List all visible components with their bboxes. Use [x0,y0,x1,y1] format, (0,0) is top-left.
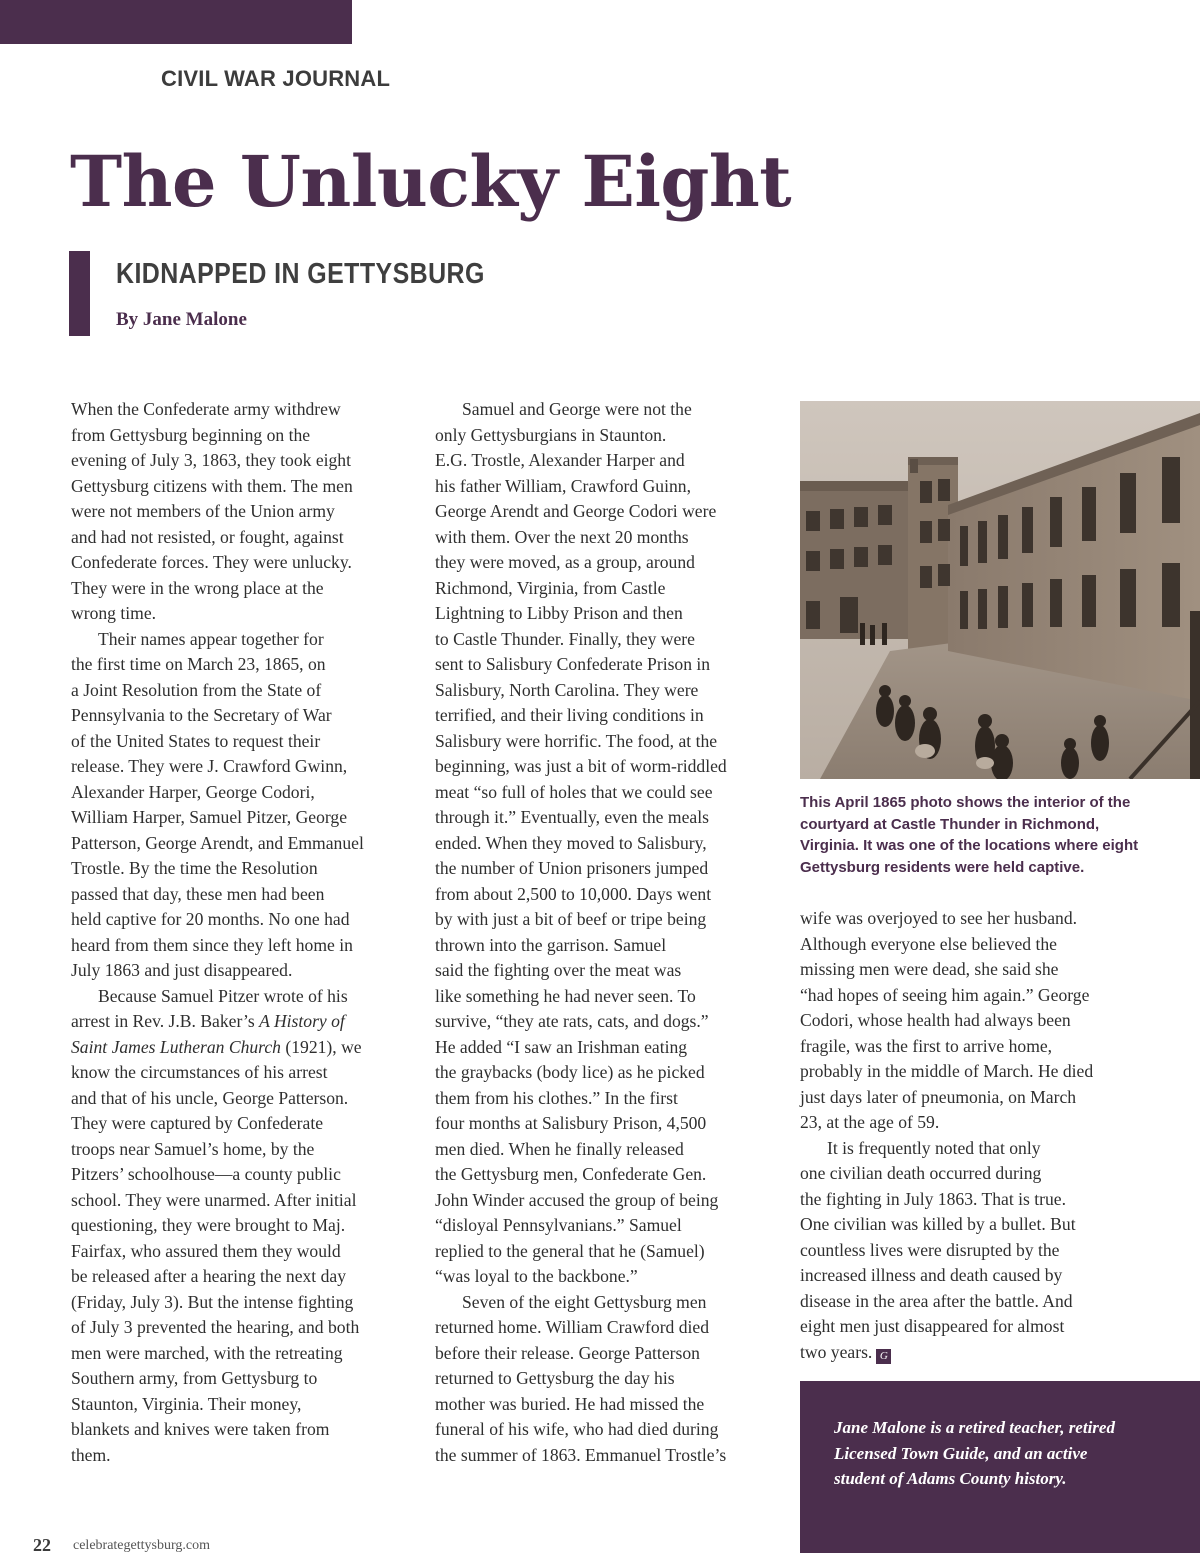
text-line: They were captured by Confederate [71,1113,324,1133]
text-lines [71,1060,416,1468]
text-line: It is frequently noted that only [827,1137,1041,1158]
text-line: returned to Gettysburg the day his [435,1368,675,1388]
text-line: beginning, was just a bit of worm-riddled [435,756,727,776]
text-line: were not members of the Union army [71,501,335,521]
text-line: Confederate forces. They were unlucky. [71,552,352,572]
text-line: heard from them since they left home in [71,934,353,955]
text-line: replied to the general that he (Samuel) [435,1240,705,1261]
paragraph [800,906,1145,1136]
text-line: the first time on March 23, 1865, on [71,654,326,674]
body-column-2 [435,397,780,1468]
text-line: fragile, was the first to arrive home, [800,1035,1053,1056]
text-line: be released after a hearing the next day [71,1266,346,1286]
text-line: Fairfax, who assured them they would [71,1240,341,1261]
text-line: from about 2,500 to 10,000. Days went [435,883,712,904]
text-line: his father William, Crawford Guinn, [435,475,691,496]
text-line: Samuel and George were not the [462,399,692,419]
text-line: Licensed Town Guide, and an active [834,1443,1088,1463]
text-span: arrest in Rev. J.B. Baker’s [71,1011,260,1031]
footer-website-link[interactable]: celebrategettysburg.com [73,1538,210,1553]
article-title: The Unlucky Eight [70,140,792,223]
text-line: the fighting in July 1863. That is true. [800,1188,1067,1209]
text-line: from Gettysburg beginning on the [71,424,311,445]
text-line: meat “so full of holes that we could see [435,781,713,802]
text-line: John Winder accused the group of being [435,1189,719,1210]
text-line: they were moved, as a group, around [435,552,695,572]
text-line: held captive for 20 months. No one had [71,909,350,929]
text-line: thrown into the garrison. Samuel [435,934,667,955]
castle-thunder-photo [800,401,1200,779]
text-line: sent to Salisbury Confederate Prison in [435,654,711,674]
text-line: When the Confederate army withdrew [71,399,341,419]
text-line: disease in the area after the battle. And [800,1290,1073,1311]
text-line: the number of Union prisoners jumped [435,858,709,878]
text-line: eight men just disappeared for almost [800,1316,1065,1336]
text-line: Seven of the eight Gettysburg men [462,1291,707,1312]
article-subtitle: KIDNAPPED IN GETTYSBURG [116,258,485,290]
text-line: said the fighting over the meat was [435,960,682,980]
text-line: a Joint Resolution from the State of [71,679,322,700]
text-line: by with just a bit of beef or tripe being [435,909,707,929]
text-line: “was loyal to the backbone.” [435,1266,638,1286]
text-line: mother was buried. He had missed the [435,1393,705,1414]
text-line: one civilian death occurred during [800,1163,1042,1183]
text-line [71,1035,416,1061]
text-line: Staunton, Virginia. Their money, [71,1393,302,1414]
text-line: Patterson, George Arendt, and Emmanuel [71,832,364,853]
text-line: Gettysburg citizens with them. The men [71,475,353,496]
author-bio [834,1415,1174,1492]
text-line: them. [71,1444,111,1465]
photo-caption: This April 1865 photo shows the interior of the courtyard at Castle Thunder in Richmond, Virginia. It was one of the locations where eight Gettysburg residents were held captive. [800,794,1139,877]
text-line: Salisbury were horrific. The food, at the [435,730,718,751]
text-line: through it.” Eventually, even the meals [435,807,709,827]
text-line: like something he had never seen. To [435,985,696,1006]
text-line: only Gettysburgians in Staunton. [435,424,667,445]
text-line: increased illness and death caused by [800,1265,1063,1285]
text-line: Salisbury, North Carolina. They were [435,679,699,700]
text-line: funeral of his wife, who had died during [435,1419,719,1439]
top-accent-bar [0,0,352,44]
text-line: William Harper, Samuel Pitzer, George [71,807,348,827]
section-label: CIVIL WAR JOURNAL [161,66,391,91]
text-line: just days later of pneumonia, on March [800,1086,1077,1107]
text-line: the Gettysburg men, Confederate Gen. [435,1164,707,1184]
text-line: and that of his uncle, George Patterson. [71,1087,349,1108]
text-line: survive, “they ate rats, cats, and dogs.” [435,1011,709,1031]
body-column-3 [800,906,1145,1365]
text-line: Trostle. By the time the Resolution [71,858,318,878]
book-title: A History of [259,1011,345,1031]
paragraph [435,1290,780,1469]
body-column-1 [71,397,416,1468]
text-line: student of Adams County history. [834,1469,1067,1488]
paragraph [71,397,416,627]
text-line: release. They were J. Crawford Gwinn, [71,756,348,776]
subtitle-accent-bar [69,251,90,336]
text-line: July 1863 and just disappeared. [71,960,293,980]
text-line: passed that day, these men had been [71,883,325,904]
paragraph [800,1136,1145,1366]
author-bio-box [800,1381,1200,1553]
text-line: school. They were unarmed. After initial [71,1189,357,1210]
text-line: (Friday, July 3). But the intense fighting [71,1291,354,1312]
text-line: George Arendt and George Codori were [435,501,717,521]
paragraph [435,397,780,1290]
text-line: of July 3 prevented the hearing, and both [71,1317,360,1337]
paragraph [71,984,416,1469]
text-line: Southern army, from Gettysburg to [71,1368,318,1388]
text-line: Jane Malone is a retired teacher, retired [834,1418,1115,1437]
text-line: the graybacks (body lice) as he picked [435,1062,705,1082]
text-line: missing men were dead, she said she [800,959,1059,979]
text-line: troops near Samuel’s home, by the [71,1138,315,1159]
text-line: Codori, whose health had always been [800,1010,1071,1030]
text-line [800,1340,1145,1366]
text-line: with them. Over the next 20 months [435,526,689,547]
text-line: Alexander Harper, George Codori, [71,781,315,802]
book-title: Saint James Lutheran Church [71,1036,281,1057]
text-line: men were marched, with the retreating [71,1342,343,1363]
text-line: returned home. William Crawford died [435,1317,710,1337]
text-line: before their release. George Patterson [435,1342,700,1363]
text-line: Pitzers’ schoolhouse—a county public [71,1164,341,1184]
page-number: 22 [33,1535,51,1555]
text-line: of the United States to request their [71,730,321,751]
text-line: terrified, and their living conditions in [435,705,704,725]
byline: By Jane Malone [116,309,247,330]
paragraph [71,627,416,984]
text-line: to Castle Thunder. Finally, they were [435,628,695,649]
end-mark-icon: G [876,1349,891,1364]
text-line: countless lives were disrupted by the [800,1239,1060,1260]
text-line: Lightning to Libby Prison and then [435,603,683,623]
text-line: ended. When they moved to Salisbury, [435,832,707,853]
text-line: and had not resisted, or fought, against [71,526,344,547]
text-line: “had hopes of seeing him again.” George [800,984,1090,1005]
text-line: men died. When he finally released [435,1138,684,1159]
text-line: questioning, they were brought to Maj. [71,1215,346,1235]
text-line: 23, at the age of 59. [800,1112,940,1132]
text-line: probably in the middle of March. He died [800,1061,1094,1081]
text-span: two years. [800,1341,873,1362]
text-line: He added “I saw an Irishman eating [435,1036,688,1057]
text-line: Richmond, Virginia, from Castle [435,577,666,598]
text-line: wrong time. [71,603,157,623]
text-line [71,1009,416,1035]
text-line: four months at Salisbury Prison, 4,500 [435,1113,707,1133]
text-line: Their names appear together for [98,628,324,649]
text-line: wife was overjoyed to see her husband. [800,908,1078,928]
text-line: E.G. Trostle, Alexander Harper and [435,450,685,470]
text-line: them from his clothes.” In the first [435,1087,678,1108]
text-span: (1921), we [280,1036,362,1057]
text-line: blankets and knives were taken from [71,1419,330,1439]
text-line: Because Samuel Pitzer wrote of his [98,985,348,1006]
text-line: the summer of 1863. Emmanuel Trostle’s [435,1444,727,1465]
text-line: know the circumstances of his arrest [71,1062,328,1082]
text-line: They were in the wrong place at the [71,577,324,598]
text-line: One civilian was killed by a bullet. But [800,1214,1076,1234]
text-line: evening of July 3, 1863, they took eight [71,450,351,470]
text-line: “disloyal Pennsylvanians.” Samuel [435,1215,682,1235]
text-lines [800,1136,1145,1340]
text-line: Although everyone else believed the [800,933,1057,954]
text-line: Pennsylvania to the Secretary of War [71,705,332,725]
